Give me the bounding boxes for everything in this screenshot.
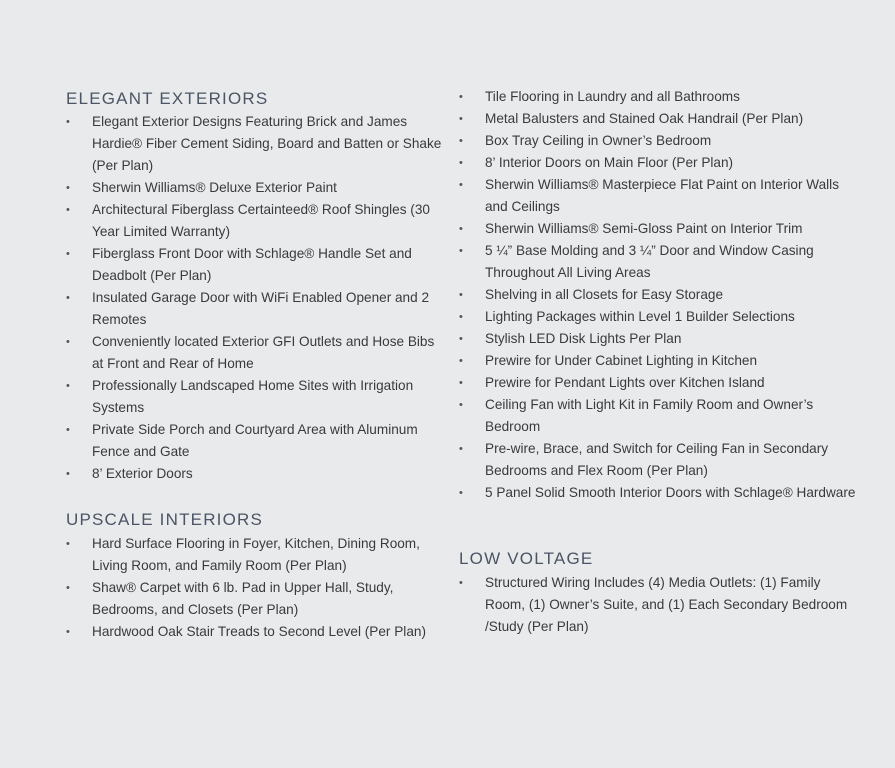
list-item: • Lighting Packages within Level 1 Builder Selections bbox=[459, 306, 859, 328]
list-item: • Prewire for Under Cabinet Lighting in Kitchen bbox=[459, 350, 859, 372]
list-item: • Sherwin Williams® Masterpiece Flat Paint on Interior Walls and Ceilings bbox=[459, 174, 859, 218]
list-item: • Fiberglass Front Door with Schlage® Handle Set and Deadbolt (Per Plan) bbox=[66, 243, 446, 287]
list-item: • 8’ Interior Doors on Main Floor (Per Plan) bbox=[459, 152, 859, 174]
bullet-icon: • bbox=[66, 248, 70, 260]
list-item: • Tile Flooring in Laundry and all Bathrooms bbox=[459, 86, 859, 108]
bullet-icon: • bbox=[66, 292, 70, 304]
bullet-icon: • bbox=[459, 179, 463, 191]
list-item: • Metal Balusters and Stained Oak Handrail (Per Plan) bbox=[459, 108, 859, 130]
bullet-icon: • bbox=[66, 424, 70, 436]
upscale-interiors-heading: UPSCALE INTERIORS bbox=[66, 510, 264, 529]
list-item: • Insulated Garage Door with WiFi Enabled Opener and 2 Remotes bbox=[66, 287, 446, 331]
list-item: • Hardwood Oak Stair Treads to Second Level (Per Plan) bbox=[66, 621, 446, 643]
low-voltage-heading: LOW VOLTAGE bbox=[459, 549, 594, 568]
list-item: • Elegant Exterior Designs Featuring Brick and James Hardie® Fiber Cement Siding, Board and Batten or Shake (Per Plan) bbox=[66, 111, 446, 177]
bullet-icon: • bbox=[459, 443, 463, 455]
list-item: • Box Tray Ceiling in Owner’s Bedroom bbox=[459, 130, 859, 152]
bullet-icon: • bbox=[459, 311, 463, 323]
upscale-interiors-list bbox=[66, 533, 446, 643]
bullet-icon: • bbox=[66, 182, 70, 194]
list-item: • Hard Surface Flooring in Foyer, Kitchen, Dining Room, Living Room, and Family Room (Per Plan) bbox=[66, 533, 446, 577]
bullet-icon: • bbox=[66, 380, 70, 392]
bullet-icon: • bbox=[459, 245, 463, 257]
bullet-icon: • bbox=[66, 204, 70, 216]
list-item: • Sherwin Williams® Semi-Gloss Paint on Interior Trim bbox=[459, 218, 859, 240]
list-item: • Shaw® Carpet with 6 lb. Pad in Upper Hall, Study, Bedrooms, and Closets (Per Plan) bbox=[66, 577, 446, 621]
list-item: • Pre-wire, Brace, and Switch for Ceiling Fan in Secondary Bedrooms and Flex Room (Per Plan) bbox=[459, 438, 859, 482]
list-item: • 8’ Exterior Doors bbox=[66, 463, 446, 485]
bullet-icon: • bbox=[66, 468, 70, 480]
bullet-icon: • bbox=[66, 336, 70, 348]
list-item: • Professionally Landscaped Home Sites with Irrigation Systems bbox=[66, 375, 446, 419]
list-item: • Shelving in all Closets for Easy Storage bbox=[459, 284, 859, 306]
list-item: • Architectural Fiberglass Certainteed® Roof Shingles (30 Year Limited Warranty) bbox=[66, 199, 446, 243]
bullet-icon: • bbox=[66, 538, 70, 550]
bullet-icon: • bbox=[459, 355, 463, 367]
bullet-icon: • bbox=[459, 289, 463, 301]
low-voltage-list bbox=[459, 572, 859, 638]
list-item: • Private Side Porch and Courtyard Area with Aluminum Fence and Gate bbox=[66, 419, 446, 463]
bullet-icon: • bbox=[459, 113, 463, 125]
bullet-icon: • bbox=[459, 399, 463, 411]
bullet-icon: • bbox=[66, 116, 70, 128]
list-item: • Ceiling Fan with Light Kit in Family Room and Owner’s Bedroom bbox=[459, 394, 859, 438]
bullet-icon: • bbox=[459, 377, 463, 389]
bullet-icon: • bbox=[459, 333, 463, 345]
elegant-exteriors-heading: ELEGANT EXTERIORS bbox=[66, 89, 269, 108]
list-item: • Prewire for Pendant Lights over Kitchen Island bbox=[459, 372, 859, 394]
bullet-icon: • bbox=[66, 626, 70, 638]
bullet-icon: • bbox=[459, 487, 463, 499]
bullet-icon: • bbox=[459, 223, 463, 235]
bullet-icon: • bbox=[459, 157, 463, 169]
bullet-icon: • bbox=[459, 577, 463, 589]
bullet-icon: • bbox=[459, 91, 463, 103]
list-item: • Stylish LED Disk Lights Per Plan bbox=[459, 328, 859, 350]
bullet-icon: • bbox=[66, 582, 70, 594]
list-item: • Sherwin Williams® Deluxe Exterior Paint bbox=[66, 177, 446, 199]
list-item: • 5 Panel Solid Smooth Interior Doors with Schlage® Hardware bbox=[459, 482, 859, 504]
list-item: • Structured Wiring Includes (4) Media Outlets: (1) Family Room, (1) Owner’s Suite, and (1) Each Secondary Bedroom /Study (Per Plan) bbox=[459, 572, 859, 638]
upscale-interiors-continued-list bbox=[459, 86, 859, 504]
bullet-icon: • bbox=[459, 135, 463, 147]
list-item: • Conveniently located Exterior GFI Outlets and Hose Bibs at Front and Rear of Home bbox=[66, 331, 446, 375]
list-item: • 5 ¼” Base Molding and 3 ¼” Door and Window Casing Throughout All Living Areas bbox=[459, 240, 859, 284]
elegant-exteriors-list bbox=[66, 111, 446, 485]
